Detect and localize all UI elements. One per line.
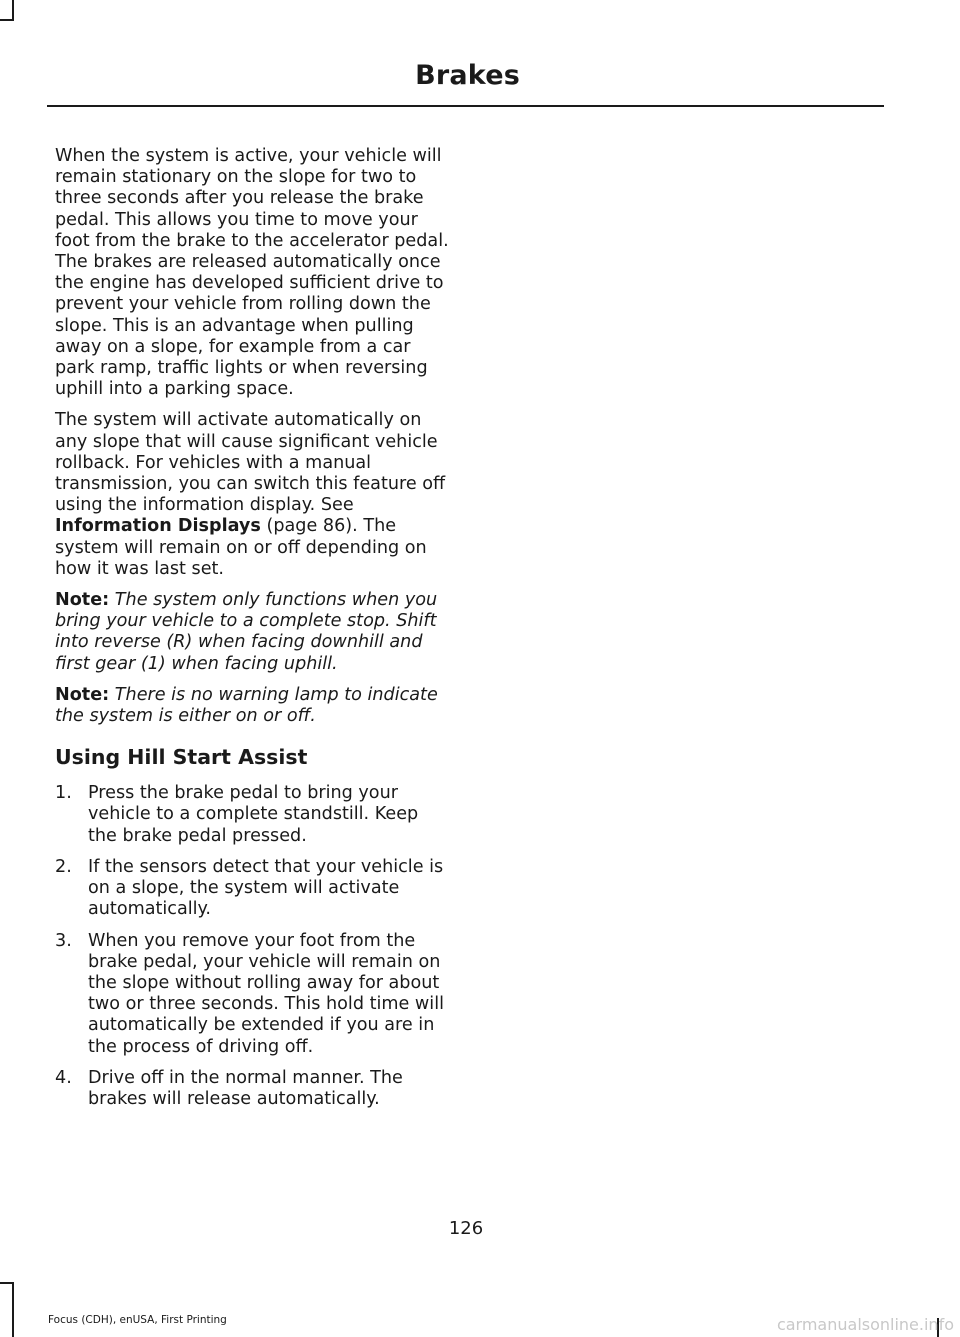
crop-mark-bottom-left-vertical — [12, 1282, 14, 1337]
page-title: Brakes — [415, 60, 520, 91]
note-text: The system only functions when you bring your vehicle to a complete stop. Shift into reverse (R) when facing downhill and first gear (1) when facing uphill. — [55, 590, 438, 674]
page-number: 126 — [448, 1218, 484, 1239]
steps-list — [55, 783, 450, 1110]
paragraph-system-activation — [55, 410, 450, 580]
list-item — [55, 931, 450, 1058]
footer-text: Focus (CDH), enUSA, First Printing — [48, 1314, 227, 1326]
crop-mark-top-left-horizontal — [0, 19, 14, 21]
watermark: carmanualsonline.info — [776, 1315, 954, 1334]
page-reference: (page 86). — [260, 516, 358, 537]
step-number: 1. — [55, 783, 72, 804]
information-displays-link[interactable]: Information Displays — [55, 516, 261, 537]
list-item — [55, 857, 450, 921]
header-divider — [47, 105, 884, 107]
crop-mark-bottom-left-horizontal — [0, 1282, 14, 1284]
note-label: Note: — [55, 684, 110, 705]
step-text: Press the brake pedal to bring your vehicle to a complete standstill. Keep the brake pedal pressed. — [88, 783, 419, 846]
step-number: 4. — [55, 1067, 72, 1088]
step-text: If the sensors detect that your vehicle is on a slope, the system will activate automatically. — [88, 856, 444, 920]
step-number: 2. — [55, 856, 72, 877]
main-column — [55, 146, 450, 1120]
paragraph-text: The system will activate automatically on any slope that will cause significant vehicle rollback. For vehicles with a manual transmission, you can switch this feature off using the information display. See — [55, 410, 446, 516]
note-complete-stop — [55, 590, 450, 675]
list-item — [55, 783, 450, 847]
paragraph-text: The system will remain on or off depending on how it was last set. — [55, 516, 427, 579]
list-item — [55, 1068, 450, 1110]
step-text: Drive off in the normal manner. The brakes will release automatically. — [88, 1067, 403, 1109]
note-warning-lamp — [55, 685, 450, 727]
crop-mark-top-left-vertical — [12, 0, 14, 20]
step-number: 3. — [55, 930, 72, 951]
note-text: There is no warning lamp to indicate the system is either on or off. — [55, 684, 438, 727]
step-text: When you remove your foot from the brake pedal, your vehicle will remain on the slope without rolling away for about two or three seconds. This hold time will automatically be extended if you are in the process of driving off. — [88, 930, 444, 1057]
section-heading: Using Hill Start Assist — [55, 745, 308, 770]
paragraph-system-active: When the system is active, your vehicle will remain stationary on the slope for two to three seconds after you release the brake pedal. This allows you time to move your foot from the brake to the accelerator pedal. The brakes are released automatically once the engine has developed sufficient drive to prevent your vehicle from rolling down the slope. This is an advantage when pulling away on a slope, for example from a car park ramp, traffic lights or when reversing uphill into a parking space. — [55, 146, 449, 400]
note-label: Note: — [55, 590, 110, 611]
